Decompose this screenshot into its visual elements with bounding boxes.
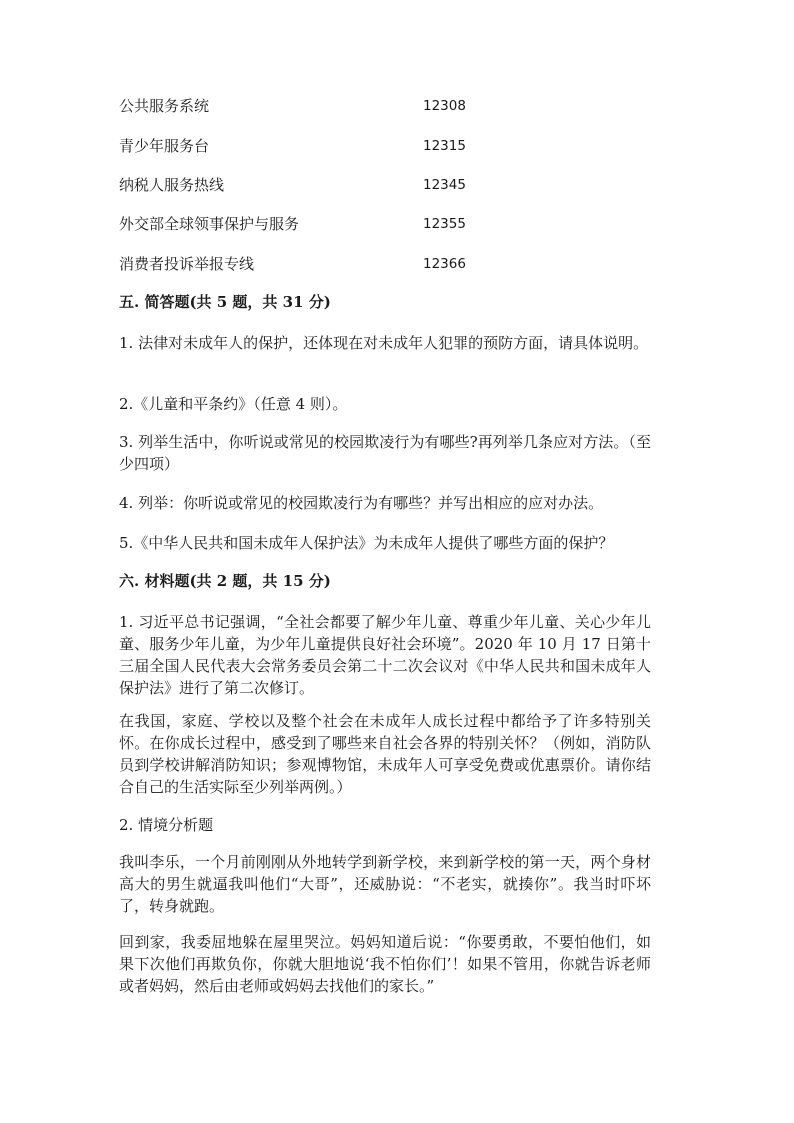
hotline-name: 纳税人服务热线 <box>119 176 225 194</box>
question-1: 1. 法律对未成年人的保护，还体现在对未成年人犯罪的预防方面，请具体说明。 <box>119 334 649 352</box>
hotline-row <box>119 95 659 117</box>
hotline-row <box>119 253 659 275</box>
section-heading-material: 六. 材料题(共 2 题，共 15 分) <box>119 572 331 590</box>
hotline-number: 12366 <box>423 256 466 272</box>
material-question-2-paragraph-1: 我叫李乐，一个月前刚刚从外地转学到新学校，来到新学校的第一天，两个身材高大的男生就逼我叫他们“大哥”，还威胁说：“不老实，就揍你”。我当时吓坏了，转身就跑。 <box>119 853 651 915</box>
question-2: 2.《儿童和平条约》（任意 4 则）。 <box>119 395 348 413</box>
hotline-row <box>119 135 659 157</box>
hotline-number: 12355 <box>423 216 466 232</box>
material-question-2-paragraph-2: 回到家，我委屈地躲在屋里哭泣。妈妈知道后说：“你要勇敢，不要怕他们，如果下次他们再欺负你，你就大胆地说‘我不怕你们’！如果不管用，你就告诉老师或者妈妈，然后由老师或妈妈去找他们的家长。” <box>119 933 651 995</box>
hotline-row <box>119 213 659 235</box>
hotline-name: 公共服务系统 <box>119 97 210 115</box>
hotline-number: 12315 <box>423 138 466 154</box>
material-question-1-paragraph-2: 在我国，家庭、学校以及整个社会在未成年人成长过程中都给予了许多特别关怀。在你成长过程中，感受到了哪些来自社会各界的特别关怀？（例如，消防队员到学校讲解消防知识；参观博物馆，未成年人可享受免费或优惠票价。请你结合自己的生活实际至少列举两例。） <box>119 712 651 796</box>
hotline-number: 12308 <box>423 98 466 114</box>
hotline-name: 外交部全球领事保护与服务 <box>119 215 300 233</box>
hotline-name: 消费者投诉举报专线 <box>119 255 255 273</box>
material-question-1-paragraph-1: 1. 习近平总书记强调，“全社会都要了解少年儿童、尊重少年儿童、关心少年儿童、服务少年儿童，为少年儿童提供良好社会环境”。2020 年 10 月 17 日第十三届全国人民代表大会常务委员会第二十二次会议对《中华人民共和国未成年人保护法》进行了第二次修订。 <box>119 613 651 697</box>
question-3: 3. 列举生活中，你听说或常见的校园欺凌行为有哪些?再列举几条应对方法。（至少四项） <box>119 433 651 473</box>
hotline-name: 青少年服务台 <box>119 137 210 155</box>
question-4: 4. 列举：你听说或常见的校园欺凌行为有哪些？并写出相应的应对办法。 <box>119 494 604 512</box>
material-question-2-title: 2. 情境分析题 <box>119 816 214 834</box>
hotline-row <box>119 174 659 196</box>
question-5: 5.《中华人民共和国未成年人保护法》为未成年人提供了哪些方面的保护？ <box>119 534 614 552</box>
section-heading-short-answer: 五. 简答题(共 5 题，共 31 分) <box>119 293 331 311</box>
hotline-number: 12345 <box>423 177 466 193</box>
